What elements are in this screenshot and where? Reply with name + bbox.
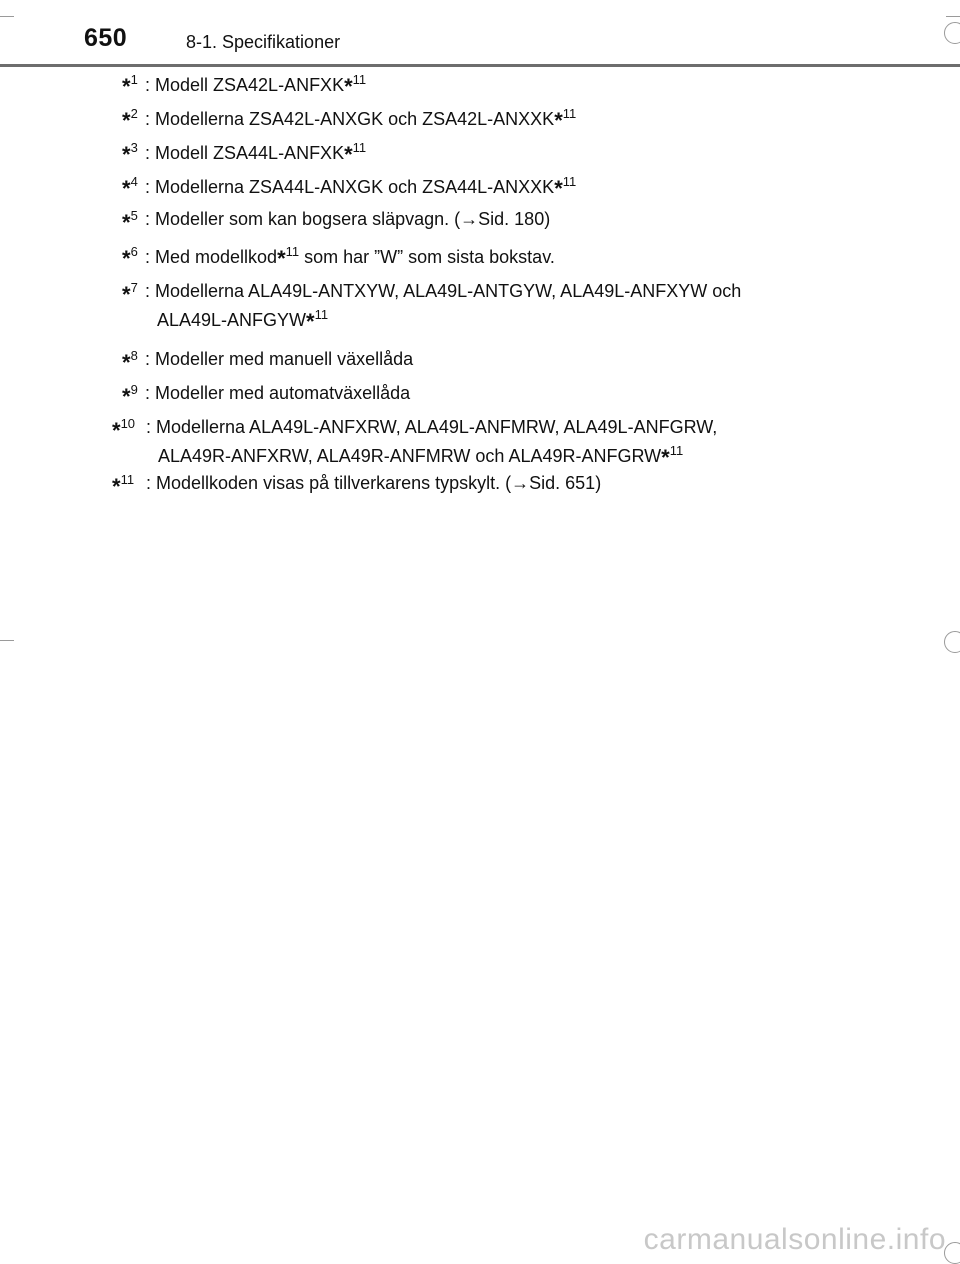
footnote-marker — [112, 414, 135, 444]
footnote-marker — [122, 172, 138, 202]
footnote-marker — [122, 104, 138, 134]
footnote-star: * — [122, 246, 131, 271]
footnote-marker — [122, 278, 138, 308]
footnote-star: * — [122, 384, 131, 409]
footnote-text — [145, 380, 410, 407]
footnote-star: * — [122, 74, 131, 99]
footnote-line — [145, 242, 555, 272]
footnote-text-part: : Modellerna ZSA42L-ANXGK och ZSA42L-ANXXK — [145, 109, 555, 129]
footnote-star: * — [122, 142, 131, 167]
footnote-number: 6 — [130, 244, 138, 259]
footnote-text-part: : Med modellkod — [145, 247, 278, 267]
footnote-text — [146, 470, 601, 497]
cross-ref-star: * — [554, 108, 563, 133]
footnote-number: 3 — [130, 140, 138, 155]
footnote-text-part: : Modeller med automatväxellåda — [145, 383, 411, 403]
footnote-number: 11 — [120, 472, 135, 487]
footnote-number: 2 — [130, 106, 138, 121]
footnote-star: * — [122, 108, 131, 133]
footnote-text — [145, 206, 550, 233]
footnote-text — [145, 70, 366, 100]
footnote-number: 9 — [130, 382, 138, 397]
cross-ref-star: * — [344, 142, 353, 167]
page-number: 650 — [84, 24, 128, 52]
footnote-number: 7 — [130, 280, 138, 295]
footnote-text-part: : Modellerna ALA49L-ANTXYW, ALA49L-ANTGYW, ALA49L-ANFXYW och — [145, 281, 742, 301]
footnote-line — [146, 470, 601, 497]
registration-mark-mid-right — [944, 631, 960, 653]
footnote-number: 4 — [130, 174, 138, 189]
cross-ref-number: 11 — [352, 140, 367, 155]
cross-ref-star: * — [554, 176, 563, 201]
footnote-marker — [122, 206, 138, 236]
footnote-text — [145, 172, 576, 202]
cross-ref-number: 11 — [314, 307, 329, 322]
footnote-line — [145, 206, 550, 233]
footnote-text-part: : Modeller med manuell växellåda — [145, 349, 414, 369]
watermark: carmanualsonline.info — [643, 1223, 946, 1256]
footnote-text — [145, 104, 576, 134]
cross-ref-star: * — [306, 309, 315, 334]
footnote-marker — [122, 138, 138, 168]
footnote-number: 1 — [130, 72, 138, 87]
cross-ref-number: 11 — [562, 174, 577, 189]
footnote-line — [145, 138, 366, 168]
footnote-star: * — [122, 350, 131, 375]
cross-ref-number: 11 — [669, 443, 684, 458]
footnote-text-part: : Modell ZSA44L-ANFXK — [145, 143, 345, 163]
footnote-text-part: ALA49L-ANFGYW — [157, 310, 307, 330]
footnote-text-part: som har ”W” som sista bokstav. — [299, 247, 555, 267]
footnote-marker — [112, 470, 134, 500]
footnote-text-part: : Modell ZSA42L-ANFXK — [145, 75, 345, 95]
footnote-line — [145, 305, 741, 335]
footnote-star: * — [112, 474, 121, 499]
footnote-marker — [122, 346, 138, 376]
cross-ref-number: 11 — [285, 244, 300, 259]
header-rule — [0, 64, 960, 67]
footnote-star: * — [122, 176, 131, 201]
footnote-line — [145, 380, 410, 407]
cross-ref-number: 11 — [562, 106, 577, 121]
footnote-text — [145, 278, 741, 335]
footnote-marker — [122, 242, 138, 272]
footnote-star: * — [122, 210, 131, 235]
crop-mark-mid-left — [0, 640, 14, 641]
footnote-number: 10 — [120, 416, 136, 431]
footnote-text — [145, 242, 555, 272]
cross-ref-star: * — [277, 246, 286, 271]
footnote-text — [145, 138, 366, 168]
footnote-marker — [122, 70, 138, 100]
footnote-text-part: : Modellerna ZSA44L-ANXGK och ZSA44L-ANXXK — [145, 177, 555, 197]
footnote-star: * — [122, 282, 131, 307]
crop-mark-top-left — [0, 16, 14, 17]
footnote-number: 5 — [130, 208, 138, 223]
crop-mark-top-right — [946, 16, 960, 17]
footnote-number: 8 — [130, 348, 138, 363]
cross-ref-star: * — [661, 445, 670, 470]
footnote-line — [145, 172, 576, 202]
footnote-text-part: : Modellerna ALA49L-ANFXRW, ALA49L-ANFMRW, ALA49L-ANFGRW, — [146, 417, 718, 437]
footnote-text — [146, 414, 717, 471]
footnote-line — [145, 278, 741, 305]
footnote-marker — [122, 380, 138, 410]
footnote-text-part: : Modeller som kan bogsera släpvagn. (→Sid. 180) — [145, 209, 551, 229]
cross-ref-number: 11 — [352, 72, 367, 87]
footnote-text — [145, 346, 413, 373]
footnote-line — [146, 414, 717, 441]
footnote-text-part: : Modellkoden visas på tillverkarens typskylt. (→Sid. 651) — [146, 473, 602, 493]
footnote-text-part: ALA49R-ANFXRW, ALA49R-ANFMRW och ALA49R-ANFGRW — [158, 446, 662, 466]
footnote-line — [145, 70, 366, 100]
registration-mark-top-right — [944, 22, 960, 44]
footnote-line — [146, 441, 717, 471]
footnote-line — [145, 104, 576, 134]
registration-mark-bottom-right — [944, 1242, 960, 1264]
section-title: 8-1. Specifikationer — [186, 32, 341, 52]
footnote-line — [145, 346, 413, 373]
footnote-star: * — [112, 418, 121, 443]
cross-ref-star: * — [344, 74, 353, 99]
